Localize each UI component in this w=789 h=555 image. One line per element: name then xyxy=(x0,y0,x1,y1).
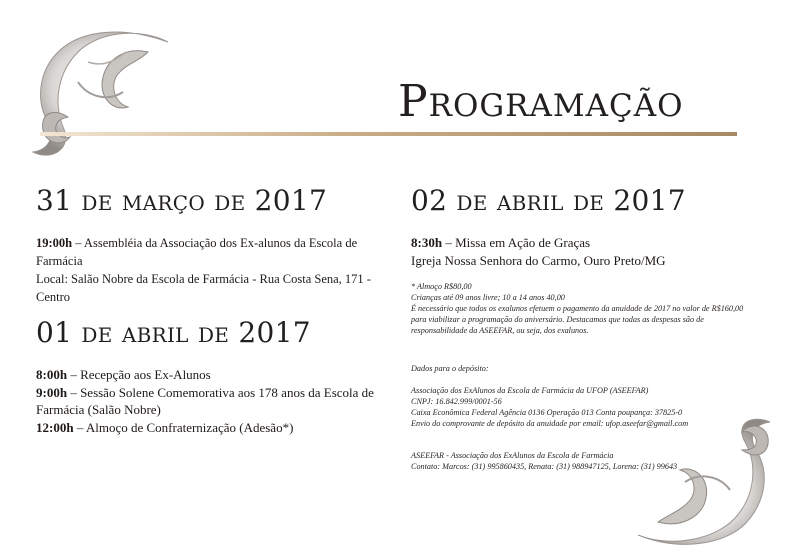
schedule-line xyxy=(36,270,381,306)
schedule-line xyxy=(36,419,381,437)
day-heading-march-31: 31 de março de 2017 xyxy=(36,184,328,217)
schedule-text: – Almoço de Confraternização (Adesão*) xyxy=(73,419,294,435)
schedule-text: – Missa em Ação de Graças xyxy=(442,235,591,250)
schedule-text: – Recepção aos Ex-Alunos xyxy=(67,367,211,382)
deposit-line: CNPJ: 16.842.999/0001-56 xyxy=(411,397,502,406)
schedule-text: Igreja Nossa Senhora do Carmo, Ouro Preto/MG xyxy=(411,253,666,268)
day-heading-april-01: 01 de abril de 2017 xyxy=(36,316,311,349)
contact-org: ASEEFAR - Associação dos ExAlunos da Escola de Farmácia xyxy=(411,451,614,460)
deposit-line: Envio do comprovante de depósito da anuidade por email: ufop.aseefar@gmail.com xyxy=(411,419,689,428)
schedule-time: 9:00h xyxy=(36,384,68,400)
contact-phones: Contato: Marcos: (31) 995860435, Renata: (31) 988947125, Lorena: (31) 99643 xyxy=(411,462,678,471)
schedule-time: 12:00h xyxy=(36,419,74,435)
deposit-heading: Dados para o depósito: xyxy=(411,364,489,373)
schedule-text: – Sessão Solene Comemorativa aos 178 anos da Escola de Farmácia (Salão Nobre) xyxy=(36,384,374,417)
day-schedule-april-02 xyxy=(411,234,741,270)
notes-block xyxy=(411,281,756,336)
schedule-text: – Assembléia da Associação dos Ex-alunos da Escola de Farmácia xyxy=(36,236,358,268)
schedule-line xyxy=(36,366,381,384)
note-line: É necessário que todos os exalunos efetuem o pagamento da anuidade de 2017 no valor de R$160,00 para viabilizar a programação do aniversário. Destacamos que todas as despesas são de responsabilidade da ASEEFAR, ou seja, dos exalunos. xyxy=(411,304,744,335)
day-schedule-march-31 xyxy=(36,234,381,306)
deposit-info-block xyxy=(411,363,756,429)
note-line: * Almoço R$80,00 xyxy=(411,282,472,291)
schedule-time: 19:00h xyxy=(36,236,73,250)
schedule-time: 8:00h xyxy=(36,367,68,382)
schedule-time: 8:30h xyxy=(411,235,443,250)
schedule-line xyxy=(411,234,741,252)
deposit-line: Caixa Econômica Federal Agência 0136 Operação 013 Conta poupança: 37825-0 xyxy=(411,408,683,417)
schedule-line xyxy=(411,252,741,270)
title-divider xyxy=(40,132,737,136)
contacts-block xyxy=(411,450,756,472)
acanthus-ornament-top-left xyxy=(18,22,178,172)
day-heading-april-02: 02 de abril de 2017 xyxy=(411,184,686,217)
schedule-text: Local: Salão Nobre da Escola de Farmácia - Rua Costa Sena, 171 - Centro xyxy=(36,272,371,304)
schedule-line xyxy=(36,384,381,419)
deposit-line: Associação dos ExAlunos da Escola de Farmácia da UFOP (ASEEFAR) xyxy=(411,386,649,395)
page-title: Programação xyxy=(398,76,684,127)
day-schedule-april-01 xyxy=(36,366,381,436)
schedule-line xyxy=(36,234,381,270)
spacer xyxy=(411,374,756,385)
acanthus-ornament-bottom-right xyxy=(630,410,785,550)
note-line: Crianças até 09 anos livre; 10 a 14 anos 40,00 xyxy=(411,293,565,302)
